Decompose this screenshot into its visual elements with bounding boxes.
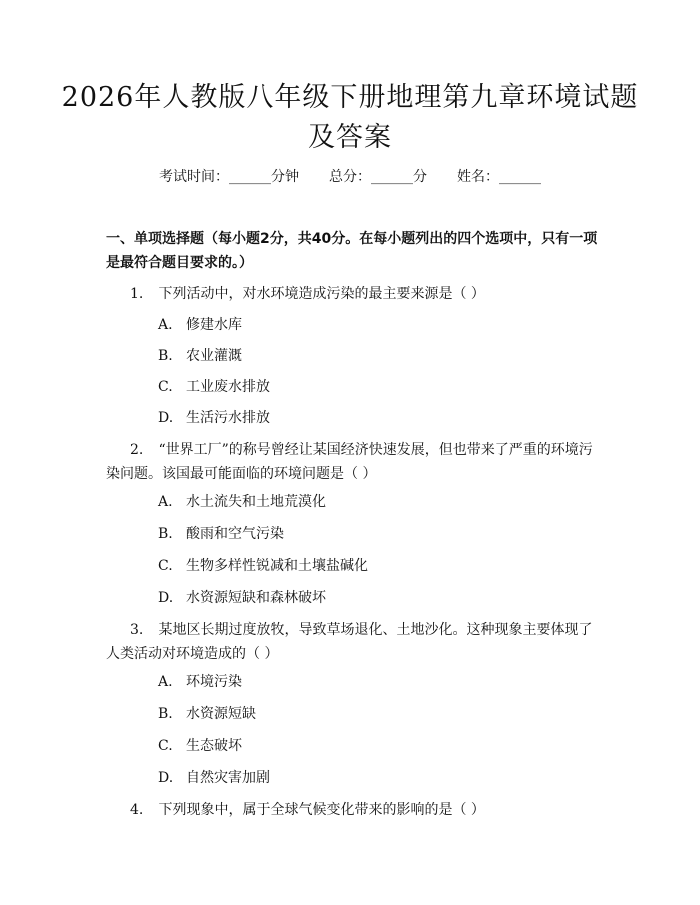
option-letter: B. <box>158 526 173 542</box>
question-number: 1. <box>130 286 144 302</box>
option-text: 水资源短缺 <box>186 706 256 722</box>
option-letter: C. <box>158 558 173 574</box>
question-1-option-a <box>158 313 598 337</box>
question-number: 2. <box>130 442 144 458</box>
option-letter: A. <box>158 674 173 690</box>
option-letter: D. <box>158 770 174 786</box>
option-text: 环境污染 <box>186 674 242 690</box>
question-3-option-d <box>158 766 598 790</box>
question-number: 4. <box>130 802 144 818</box>
total-score-field: 总分：______分 <box>329 169 427 185</box>
question-2 <box>106 438 606 486</box>
question-1-option-c <box>158 375 598 399</box>
option-letter: B. <box>158 706 173 722</box>
option-text: 工业废水排放 <box>186 379 270 395</box>
question-text: 某地区长期过度放牧，导致草场退化、土地沙化。这种现象主要体现了人类活动对环境造成的（ ） <box>106 622 593 662</box>
option-letter: B. <box>158 348 173 364</box>
question-2-option-d <box>158 586 598 610</box>
page-title: 2026年人教版八年级下册地理第九章环境试题及答案 <box>61 82 639 153</box>
question-1-option-b <box>158 344 598 368</box>
option-letter: A. <box>158 494 173 510</box>
question-4 <box>106 798 606 822</box>
question-text: “世界工厂”的称号曾经让某国经济快速发展，但也带来了严重的环境污染问题。该国最可能面临的环境问题是（ ） <box>106 442 593 482</box>
question-number: 3. <box>130 622 144 638</box>
option-text: 生物多样性锐减和土壤盐碱化 <box>186 558 368 574</box>
option-letter: C. <box>158 738 173 754</box>
question-3-option-a <box>158 670 598 694</box>
option-letter: D. <box>158 410 174 426</box>
option-text: 生活污水排放 <box>186 410 270 426</box>
option-text: 水土流失和土地荒漠化 <box>186 494 326 510</box>
exam-meta <box>0 166 700 188</box>
section-heading: 一、单项选择题（每小题2分，共40分。在每小题列出的四个选项中，只有一项是最符合题目要求的。） <box>106 231 598 271</box>
question-3-option-b <box>158 702 598 726</box>
question-text: 下列活动中，对水环境造成污染的最主要来源是（ ） <box>158 286 485 302</box>
question-2-option-b <box>158 522 598 546</box>
question-1 <box>106 282 606 306</box>
option-text: 自然灾害加剧 <box>186 770 270 786</box>
question-2-option-a <box>158 490 598 514</box>
student-name-field: 姓名：______ <box>457 169 541 185</box>
question-3-option-c <box>158 734 598 758</box>
option-text: 生态破坏 <box>186 738 242 754</box>
option-letter: C. <box>158 379 173 395</box>
question-text: 下列现象中，属于全球气候变化带来的影响的是（ ） <box>158 802 485 818</box>
option-text: 农业灌溉 <box>186 348 242 364</box>
question-1-option-d <box>158 406 598 430</box>
question-3 <box>106 618 606 666</box>
question-2-option-c <box>158 554 598 578</box>
option-letter: A. <box>158 317 173 333</box>
option-letter: D. <box>158 590 174 606</box>
option-text: 水资源短缺和森林破坏 <box>186 590 326 606</box>
option-text: 酸雨和空气污染 <box>186 526 284 542</box>
option-text: 修建水库 <box>186 317 242 333</box>
exam-time-field: 考试时间：______分钟 <box>159 169 299 185</box>
